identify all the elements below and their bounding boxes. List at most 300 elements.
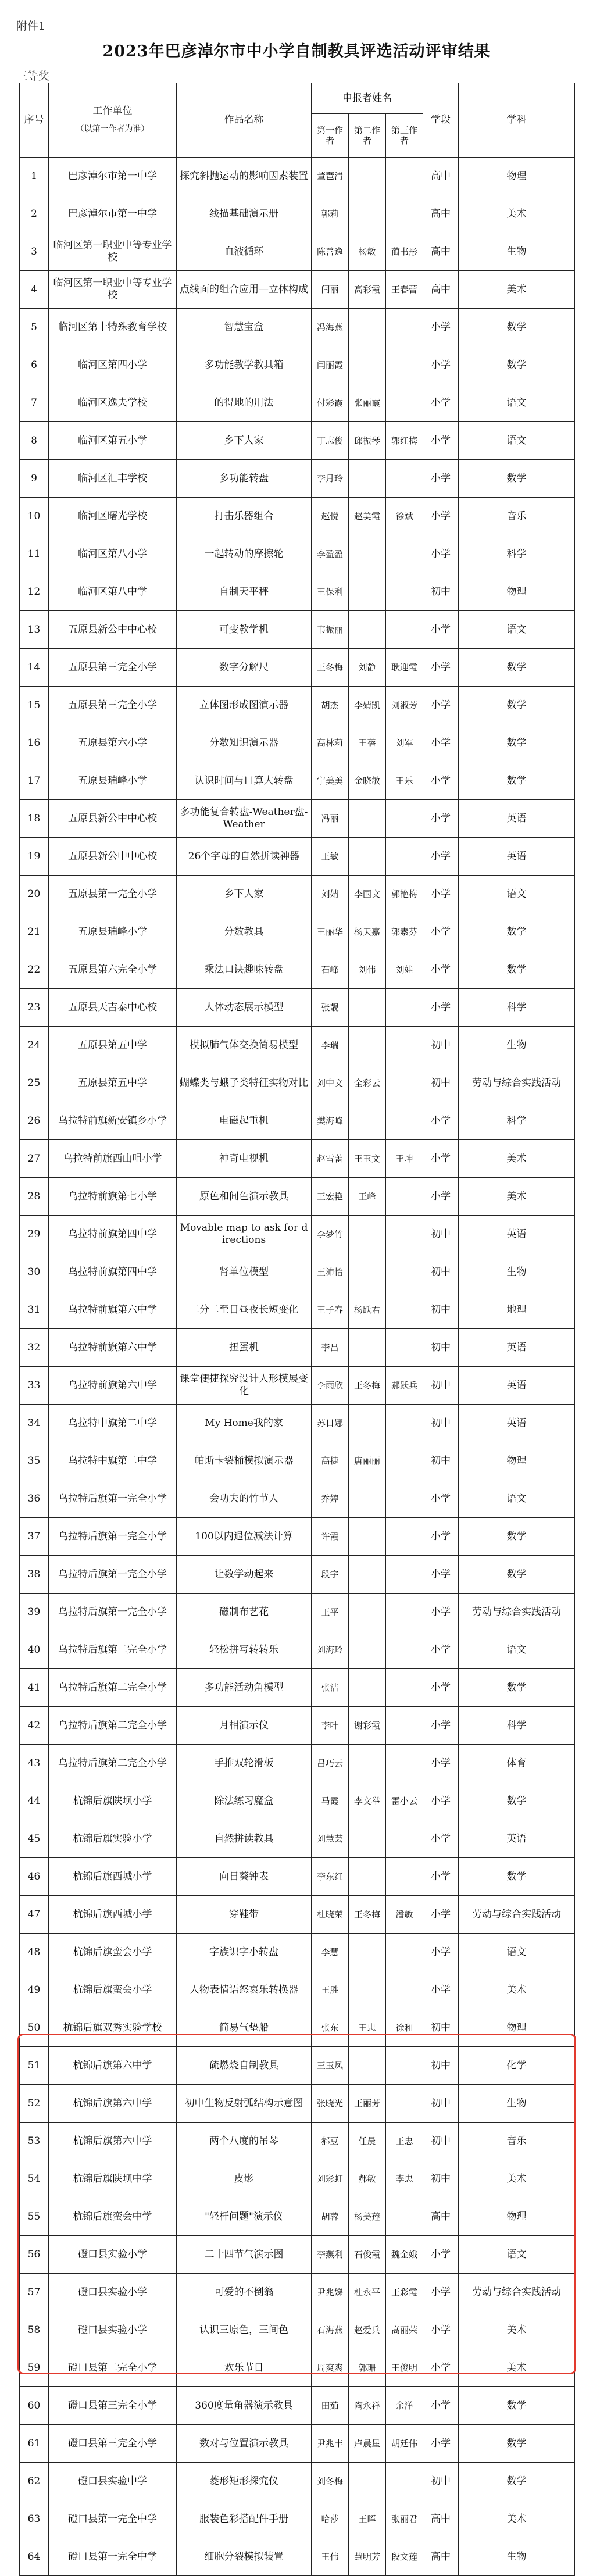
table-row — [20, 1178, 575, 1216]
cell-seq: 7 — [20, 384, 49, 422]
cell-seq: 20 — [20, 876, 49, 913]
table-row — [20, 2198, 575, 2236]
table-row — [20, 2047, 575, 2085]
cell-seq: 59 — [20, 2349, 49, 2387]
table-row — [20, 498, 575, 535]
cell-seq: 33 — [20, 1367, 49, 1405]
cell-subject: 语文 — [459, 2236, 575, 2274]
cell-subject: 体育 — [459, 1745, 575, 1782]
cell-seq: 27 — [20, 1140, 49, 1178]
cell-author2: 杨美莲 — [349, 2198, 386, 2236]
cell-unit: 临河区第五小学 — [49, 422, 177, 460]
cell-stage: 小学 — [423, 309, 459, 346]
cell-work: 模拟肺气体交换简易模型 — [177, 1027, 312, 1064]
cell-author2: 杜永平 — [349, 2274, 386, 2311]
cell-author1: 高林莉 — [312, 724, 349, 762]
cell-subject: 数学 — [459, 913, 575, 951]
cell-unit: 五原县第三完全小学 — [49, 687, 177, 724]
cell-author2 — [349, 2047, 386, 2085]
cell-author1: 杜晓荣 — [312, 1896, 349, 1934]
cell-stage: 初中 — [423, 2009, 459, 2047]
cell-author1: 冯丽 — [312, 800, 349, 838]
cell-author3 — [386, 195, 423, 233]
cell-work: 细胞分裂模拟装置 — [177, 2538, 312, 2576]
cell-stage: 小学 — [423, 2349, 459, 2387]
cell-author3: 雷小云 — [386, 1782, 423, 1820]
cell-work: 100以内退位减法计算 — [177, 1518, 312, 1556]
cell-author2 — [349, 573, 386, 611]
table-row — [20, 951, 575, 989]
table-row — [20, 1405, 575, 1442]
cell-author1: 赵雪蕾 — [312, 1140, 349, 1178]
cell-work: 二分二至日昼夜长短变化 — [177, 1291, 312, 1329]
cell-seq: 38 — [20, 1556, 49, 1594]
header-unit-label: 工作单位 — [92, 105, 133, 117]
cell-stage: 小学 — [423, 422, 459, 460]
header-subject: 学科 — [459, 83, 575, 158]
cell-unit: 乌拉特后旗第二完全小学 — [49, 1707, 177, 1745]
cell-author2 — [349, 1745, 386, 1782]
cell-work: 血液循环 — [177, 233, 312, 271]
cell-author3 — [386, 1934, 423, 1971]
cell-author3 — [386, 2463, 423, 2500]
table-row — [20, 1027, 575, 1064]
cell-author3 — [386, 1102, 423, 1140]
cell-seq: 51 — [20, 2047, 49, 2085]
cell-stage: 初中 — [423, 1291, 459, 1329]
cell-subject: 美术 — [459, 2311, 575, 2349]
cell-subject: 科学 — [459, 1707, 575, 1745]
table-row — [20, 1140, 575, 1178]
cell-stage: 小学 — [423, 762, 459, 800]
table-row — [20, 2085, 575, 2123]
cell-author2: 陶永祥 — [349, 2387, 386, 2425]
cell-author3 — [386, 1631, 423, 1669]
cell-unit: 乌拉特前旗西山咀小学 — [49, 1140, 177, 1178]
cell-unit: 磴口县实验小学 — [49, 2274, 177, 2311]
cell-unit: 五原县瑞峰小学 — [49, 762, 177, 800]
cell-unit: 杭锦后旗陕坝中学 — [49, 2160, 177, 2198]
cell-stage: 小学 — [423, 346, 459, 384]
results-table-body — [20, 158, 575, 2576]
table-row — [20, 1216, 575, 1253]
cell-author1: 胡杰 — [312, 687, 349, 724]
table-row — [20, 2123, 575, 2160]
cell-work: 蝴蝶类与蛾子类特征实物对比 — [177, 1064, 312, 1102]
cell-subject: 生物 — [459, 2538, 575, 2576]
cell-author2 — [349, 1405, 386, 1442]
cell-author1: 冯海燕 — [312, 309, 349, 346]
cell-author1: 李昌 — [312, 1329, 349, 1367]
cell-work: 一起转动的摩擦轮 — [177, 535, 312, 573]
cell-seq: 5 — [20, 309, 49, 346]
cell-author1: 张东 — [312, 2009, 349, 2047]
cell-author2: 王晖 — [349, 2500, 386, 2538]
cell-author2: 李国文 — [349, 876, 386, 913]
cell-seq: 52 — [20, 2085, 49, 2123]
cell-author3: 蔺书彤 — [386, 233, 423, 271]
cell-work: 可变教学机 — [177, 611, 312, 649]
cell-work: 乡下人家 — [177, 876, 312, 913]
table-row — [20, 233, 575, 271]
cell-subject: 数学 — [459, 2425, 575, 2463]
cell-stage: 小学 — [423, 1934, 459, 1971]
cell-author3: 徐和 — [386, 2009, 423, 2047]
cell-work: 菱形矩形探究仪 — [177, 2463, 312, 2500]
cell-work: 数对与位置演示教具 — [177, 2425, 312, 2463]
cell-author1: 陈善逸 — [312, 233, 349, 271]
cell-subject: 英语 — [459, 1367, 575, 1405]
cell-author3 — [386, 2085, 423, 2123]
document-title: 2023年巴彦淖尔市中小学自制教具评选活动评审结果 — [102, 42, 491, 60]
cell-author3 — [386, 1858, 423, 1896]
cell-subject: 劳动与综合实践活动 — [459, 1896, 575, 1934]
table-row — [20, 1442, 575, 1480]
header-stage: 学段 — [423, 83, 459, 158]
header-unit — [49, 83, 177, 158]
cell-author3: 王坤 — [386, 1140, 423, 1178]
cell-seq: 24 — [20, 1027, 49, 1064]
cell-author2 — [349, 1556, 386, 1594]
cell-unit: 磴口县第一完全中学 — [49, 2500, 177, 2538]
cell-author1: 张晓光 — [312, 2085, 349, 2123]
cell-seq: 28 — [20, 1178, 49, 1216]
cell-author1: 樊海峰 — [312, 1102, 349, 1140]
table-row — [20, 2500, 575, 2538]
cell-stage: 小学 — [423, 1178, 459, 1216]
cell-seq: 2 — [20, 195, 49, 233]
cell-author1: 刘婧 — [312, 876, 349, 913]
cell-unit: 磴口县第二完全小学 — [49, 2349, 177, 2387]
cell-author3 — [386, 1556, 423, 1594]
cell-unit: 五原县第五中学 — [49, 1064, 177, 1102]
cell-seq: 62 — [20, 2463, 49, 2500]
cell-work: 乡下人家 — [177, 422, 312, 460]
cell-seq: 39 — [20, 1594, 49, 1631]
cell-subject: 数学 — [459, 951, 575, 989]
cell-subject: 数学 — [459, 687, 575, 724]
cell-author1: 闫丽 — [312, 271, 349, 309]
table-row — [20, 2538, 575, 2576]
cell-author2: 赵美霞 — [349, 498, 386, 535]
cell-seq: 15 — [20, 687, 49, 724]
cell-author1: 赵悦 — [312, 498, 349, 535]
cell-work: 26个字母的自然拼读神器 — [177, 838, 312, 876]
cell-stage: 小学 — [423, 1820, 459, 1858]
cell-author3 — [386, 1669, 423, 1707]
cell-author3: 段文莲 — [386, 2538, 423, 2576]
cell-author1: 张靓 — [312, 989, 349, 1027]
cell-author2: 张丽霞 — [349, 384, 386, 422]
cell-seq: 43 — [20, 1745, 49, 1782]
cell-stage: 初中 — [423, 1064, 459, 1102]
cell-author3 — [386, 611, 423, 649]
cell-work: 皮影 — [177, 2160, 312, 2198]
cell-work: 自然拼读教具 — [177, 1820, 312, 1858]
cell-author2 — [349, 1518, 386, 1556]
cell-author2: 郝敏 — [349, 2160, 386, 2198]
cell-stage: 初中 — [423, 2463, 459, 2500]
cell-seq: 3 — [20, 233, 49, 271]
cell-work: 神奇电视机 — [177, 1140, 312, 1178]
cell-author1: 王宏艳 — [312, 1178, 349, 1216]
cell-author1: 段宇 — [312, 1556, 349, 1594]
cell-subject: 生物 — [459, 2085, 575, 2123]
cell-stage: 初中 — [423, 1253, 459, 1291]
cell-unit: 乌拉特后旗第二完全小学 — [49, 1631, 177, 1669]
cell-author1: 哈莎 — [312, 2500, 349, 2538]
cell-author2: 唐丽丽 — [349, 1442, 386, 1480]
cell-author3: 王彩霞 — [386, 2274, 423, 2311]
cell-author2 — [349, 1971, 386, 2009]
cell-author2: 李文举 — [349, 1782, 386, 1820]
cell-work: 二十四节气演示图 — [177, 2236, 312, 2274]
cell-work: 向日葵钟表 — [177, 1858, 312, 1896]
cell-stage: 初中 — [423, 1405, 459, 1442]
cell-subject: 数学 — [459, 649, 575, 687]
cell-stage: 小学 — [423, 1707, 459, 1745]
cell-author1: 郝豆 — [312, 2123, 349, 2160]
cell-unit: 五原县新公中中心校 — [49, 838, 177, 876]
table-row — [20, 1669, 575, 1707]
cell-unit: 乌拉特前旗第六中学 — [49, 1367, 177, 1405]
cell-subject: 美术 — [459, 1971, 575, 2009]
cell-work: 会功夫的竹节人 — [177, 1480, 312, 1518]
cell-subject: 生物 — [459, 1253, 575, 1291]
cell-seq: 16 — [20, 724, 49, 762]
header-seq: 序号 — [20, 83, 49, 158]
cell-seq: 57 — [20, 2274, 49, 2311]
cell-seq: 34 — [20, 1405, 49, 1442]
cell-stage: 小学 — [423, 1480, 459, 1518]
cell-author2: 王玉文 — [349, 1140, 386, 1178]
cell-author1: 闫丽霞 — [312, 346, 349, 384]
cell-author3 — [386, 1027, 423, 1064]
table-row — [20, 158, 575, 195]
cell-stage: 小学 — [423, 1896, 459, 1934]
cell-work: 字族识字小转盘 — [177, 1934, 312, 1971]
cell-author2 — [349, 2463, 386, 2500]
cell-stage: 小学 — [423, 1669, 459, 1707]
cell-work: 可爱的不倒翁 — [177, 2274, 312, 2311]
cell-subject: 生物 — [459, 1027, 575, 1064]
cell-author2: 全彩云 — [349, 1064, 386, 1102]
cell-stage: 高中 — [423, 2538, 459, 2576]
cell-work: 的得地的用法 — [177, 384, 312, 422]
cell-seq: 50 — [20, 2009, 49, 2047]
cell-unit: 磴口县第三完全小学 — [49, 2387, 177, 2425]
cell-stage: 小学 — [423, 460, 459, 498]
cell-work: 数字分解尺 — [177, 649, 312, 687]
cell-subject: 语文 — [459, 611, 575, 649]
table-row — [20, 1934, 575, 1971]
cell-seq: 54 — [20, 2160, 49, 2198]
cell-seq: 21 — [20, 913, 49, 951]
cell-author3 — [386, 1745, 423, 1782]
cell-author1: 王玉凤 — [312, 2047, 349, 2085]
cell-author3: 胡廷伟 — [386, 2425, 423, 2463]
cell-author3: 王乐 — [386, 762, 423, 800]
cell-author1: 石峰 — [312, 951, 349, 989]
cell-author2 — [349, 1858, 386, 1896]
cell-unit: 杭锦后旗蛮会小学 — [49, 1971, 177, 2009]
cell-stage: 初中 — [423, 2123, 459, 2160]
cell-stage: 小学 — [423, 1631, 459, 1669]
cell-seq: 6 — [20, 346, 49, 384]
cell-seq: 11 — [20, 535, 49, 573]
cell-work: 认识时间与口算大转盘 — [177, 762, 312, 800]
cell-author3 — [386, 1480, 423, 1518]
table-row — [20, 1556, 575, 1594]
cell-subject: 数学 — [459, 2463, 575, 2500]
cell-seq: 12 — [20, 573, 49, 611]
cell-unit: 乌拉特前旗第四中学 — [49, 1253, 177, 1291]
cell-stage: 小学 — [423, 724, 459, 762]
cell-stage: 初中 — [423, 2085, 459, 2123]
cell-work: 肾单位模型 — [177, 1253, 312, 1291]
cell-subject: 物理 — [459, 1442, 575, 1480]
table-row — [20, 724, 575, 762]
cell-author1: 付彩霞 — [312, 384, 349, 422]
cell-subject: 美术 — [459, 2500, 575, 2538]
cell-author2: 郭珊 — [349, 2349, 386, 2387]
cell-unit: 五原县第六小学 — [49, 724, 177, 762]
cell-author3 — [386, 573, 423, 611]
cell-work: 手推双轮滑板 — [177, 1745, 312, 1782]
cell-seq: 14 — [20, 649, 49, 687]
cell-author3: 郭红梅 — [386, 422, 423, 460]
cell-author3 — [386, 1707, 423, 1745]
cell-subject: 美术 — [459, 1178, 575, 1216]
cell-author3 — [386, 1442, 423, 1480]
cell-stage: 小学 — [423, 876, 459, 913]
table-row — [20, 1064, 575, 1102]
table-row — [20, 2425, 575, 2463]
cell-unit: 临河区第一职业中等专业学校 — [49, 271, 177, 309]
table-row — [20, 1858, 575, 1896]
cell-subject: 语文 — [459, 876, 575, 913]
table-row — [20, 2009, 575, 2047]
cell-stage: 小学 — [423, 687, 459, 724]
cell-seq: 64 — [20, 2538, 49, 2576]
cell-subject: 数学 — [459, 346, 575, 384]
cell-author3 — [386, 1518, 423, 1556]
cell-seq: 55 — [20, 2198, 49, 2236]
cell-work: 欢乐节日 — [177, 2349, 312, 2387]
cell-author2: 邱振琴 — [349, 422, 386, 460]
cell-author3: 郭艳梅 — [386, 876, 423, 913]
cell-author3: 刘娃 — [386, 951, 423, 989]
cell-unit: 五原县第三完全小学 — [49, 649, 177, 687]
cell-author2 — [349, 1669, 386, 1707]
cell-author2: 王忠 — [349, 2009, 386, 2047]
cell-author1: 许霞 — [312, 1518, 349, 1556]
table-row — [20, 535, 575, 573]
cell-author1: 尹兆娣 — [312, 2274, 349, 2311]
cell-work: 电磁起重机 — [177, 1102, 312, 1140]
cell-unit: 临河区汇丰学校 — [49, 460, 177, 498]
cell-work: 多功能教学教具箱 — [177, 346, 312, 384]
cell-author3 — [386, 838, 423, 876]
cell-stage: 初中 — [423, 2160, 459, 2198]
cell-author1: 王丽华 — [312, 913, 349, 951]
cell-subject: 科学 — [459, 535, 575, 573]
table-row — [20, 573, 575, 611]
cell-author2: 金晓敏 — [349, 762, 386, 800]
cell-stage: 小学 — [423, 800, 459, 838]
cell-seq: 30 — [20, 1253, 49, 1291]
cell-subject: 科学 — [459, 989, 575, 1027]
cell-author1: 李燕利 — [312, 2236, 349, 2274]
cell-author3 — [386, 1178, 423, 1216]
cell-work: "轻杆问题"演示仪 — [177, 2198, 312, 2236]
cell-author2 — [349, 1594, 386, 1631]
cell-stage: 小学 — [423, 2387, 459, 2425]
cell-author1: 王子春 — [312, 1291, 349, 1329]
cell-author1: 李雨欣 — [312, 1367, 349, 1405]
cell-seq: 4 — [20, 271, 49, 309]
cell-stage: 小学 — [423, 2236, 459, 2274]
header-unit-note: （以第一作者为准） — [76, 124, 149, 134]
cell-seq: 53 — [20, 2123, 49, 2160]
cell-author2 — [349, 309, 386, 346]
cell-author3 — [386, 800, 423, 838]
cell-unit: 五原县新公中中心校 — [49, 611, 177, 649]
cell-author1: 王沛怡 — [312, 1253, 349, 1291]
cell-unit: 乌拉特后旗第一完全小学 — [49, 1480, 177, 1518]
header-authors: 申报者姓名 — [312, 83, 423, 114]
cell-seq: 40 — [20, 1631, 49, 1669]
cell-work: 线描基础演示册 — [177, 195, 312, 233]
cell-work: 扭蛋机 — [177, 1329, 312, 1367]
cell-stage: 初中 — [423, 1367, 459, 1405]
cell-unit: 五原县第五中学 — [49, 1027, 177, 1064]
cell-author2: 赵爱兵 — [349, 2311, 386, 2349]
cell-author2: 刘伟 — [349, 951, 386, 989]
cell-author3 — [386, 1216, 423, 1253]
cell-seq: 44 — [20, 1782, 49, 1820]
table-row — [20, 346, 575, 384]
cell-author2 — [349, 1934, 386, 1971]
cell-unit: 乌拉特前旗第六中学 — [49, 1291, 177, 1329]
cell-author2: 王冬梅 — [349, 1367, 386, 1405]
cell-subject: 数学 — [459, 1556, 575, 1594]
cell-stage: 小学 — [423, 498, 459, 535]
cell-author3 — [386, 1253, 423, 1291]
cell-unit: 磴口县第一完全中学 — [49, 2538, 177, 2576]
cell-unit: 临河区第八小学 — [49, 535, 177, 573]
cell-unit: 临河区第八中学 — [49, 573, 177, 611]
cell-author2: 刘静 — [349, 649, 386, 687]
cell-stage: 小学 — [423, 2311, 459, 2349]
header-author3: 第三作者 — [386, 114, 423, 158]
cell-author2: 杨敏 — [349, 233, 386, 271]
cell-unit: 临河区第四小学 — [49, 346, 177, 384]
cell-subject: 劳动与综合实践活动 — [459, 2274, 575, 2311]
table-row — [20, 800, 575, 838]
table-row — [20, 271, 575, 309]
cell-work: 磁制布艺花 — [177, 1594, 312, 1631]
cell-subject: 语文 — [459, 422, 575, 460]
cell-author3: 刘淑芳 — [386, 687, 423, 724]
table-row — [20, 1291, 575, 1329]
cell-author3: 魏金娥 — [386, 2236, 423, 2274]
cell-subject: 语文 — [459, 1480, 575, 1518]
award-level-label: 三等奖 — [16, 70, 50, 83]
cell-seq: 58 — [20, 2311, 49, 2349]
cell-seq: 8 — [20, 422, 49, 460]
cell-subject: 数学 — [459, 1669, 575, 1707]
